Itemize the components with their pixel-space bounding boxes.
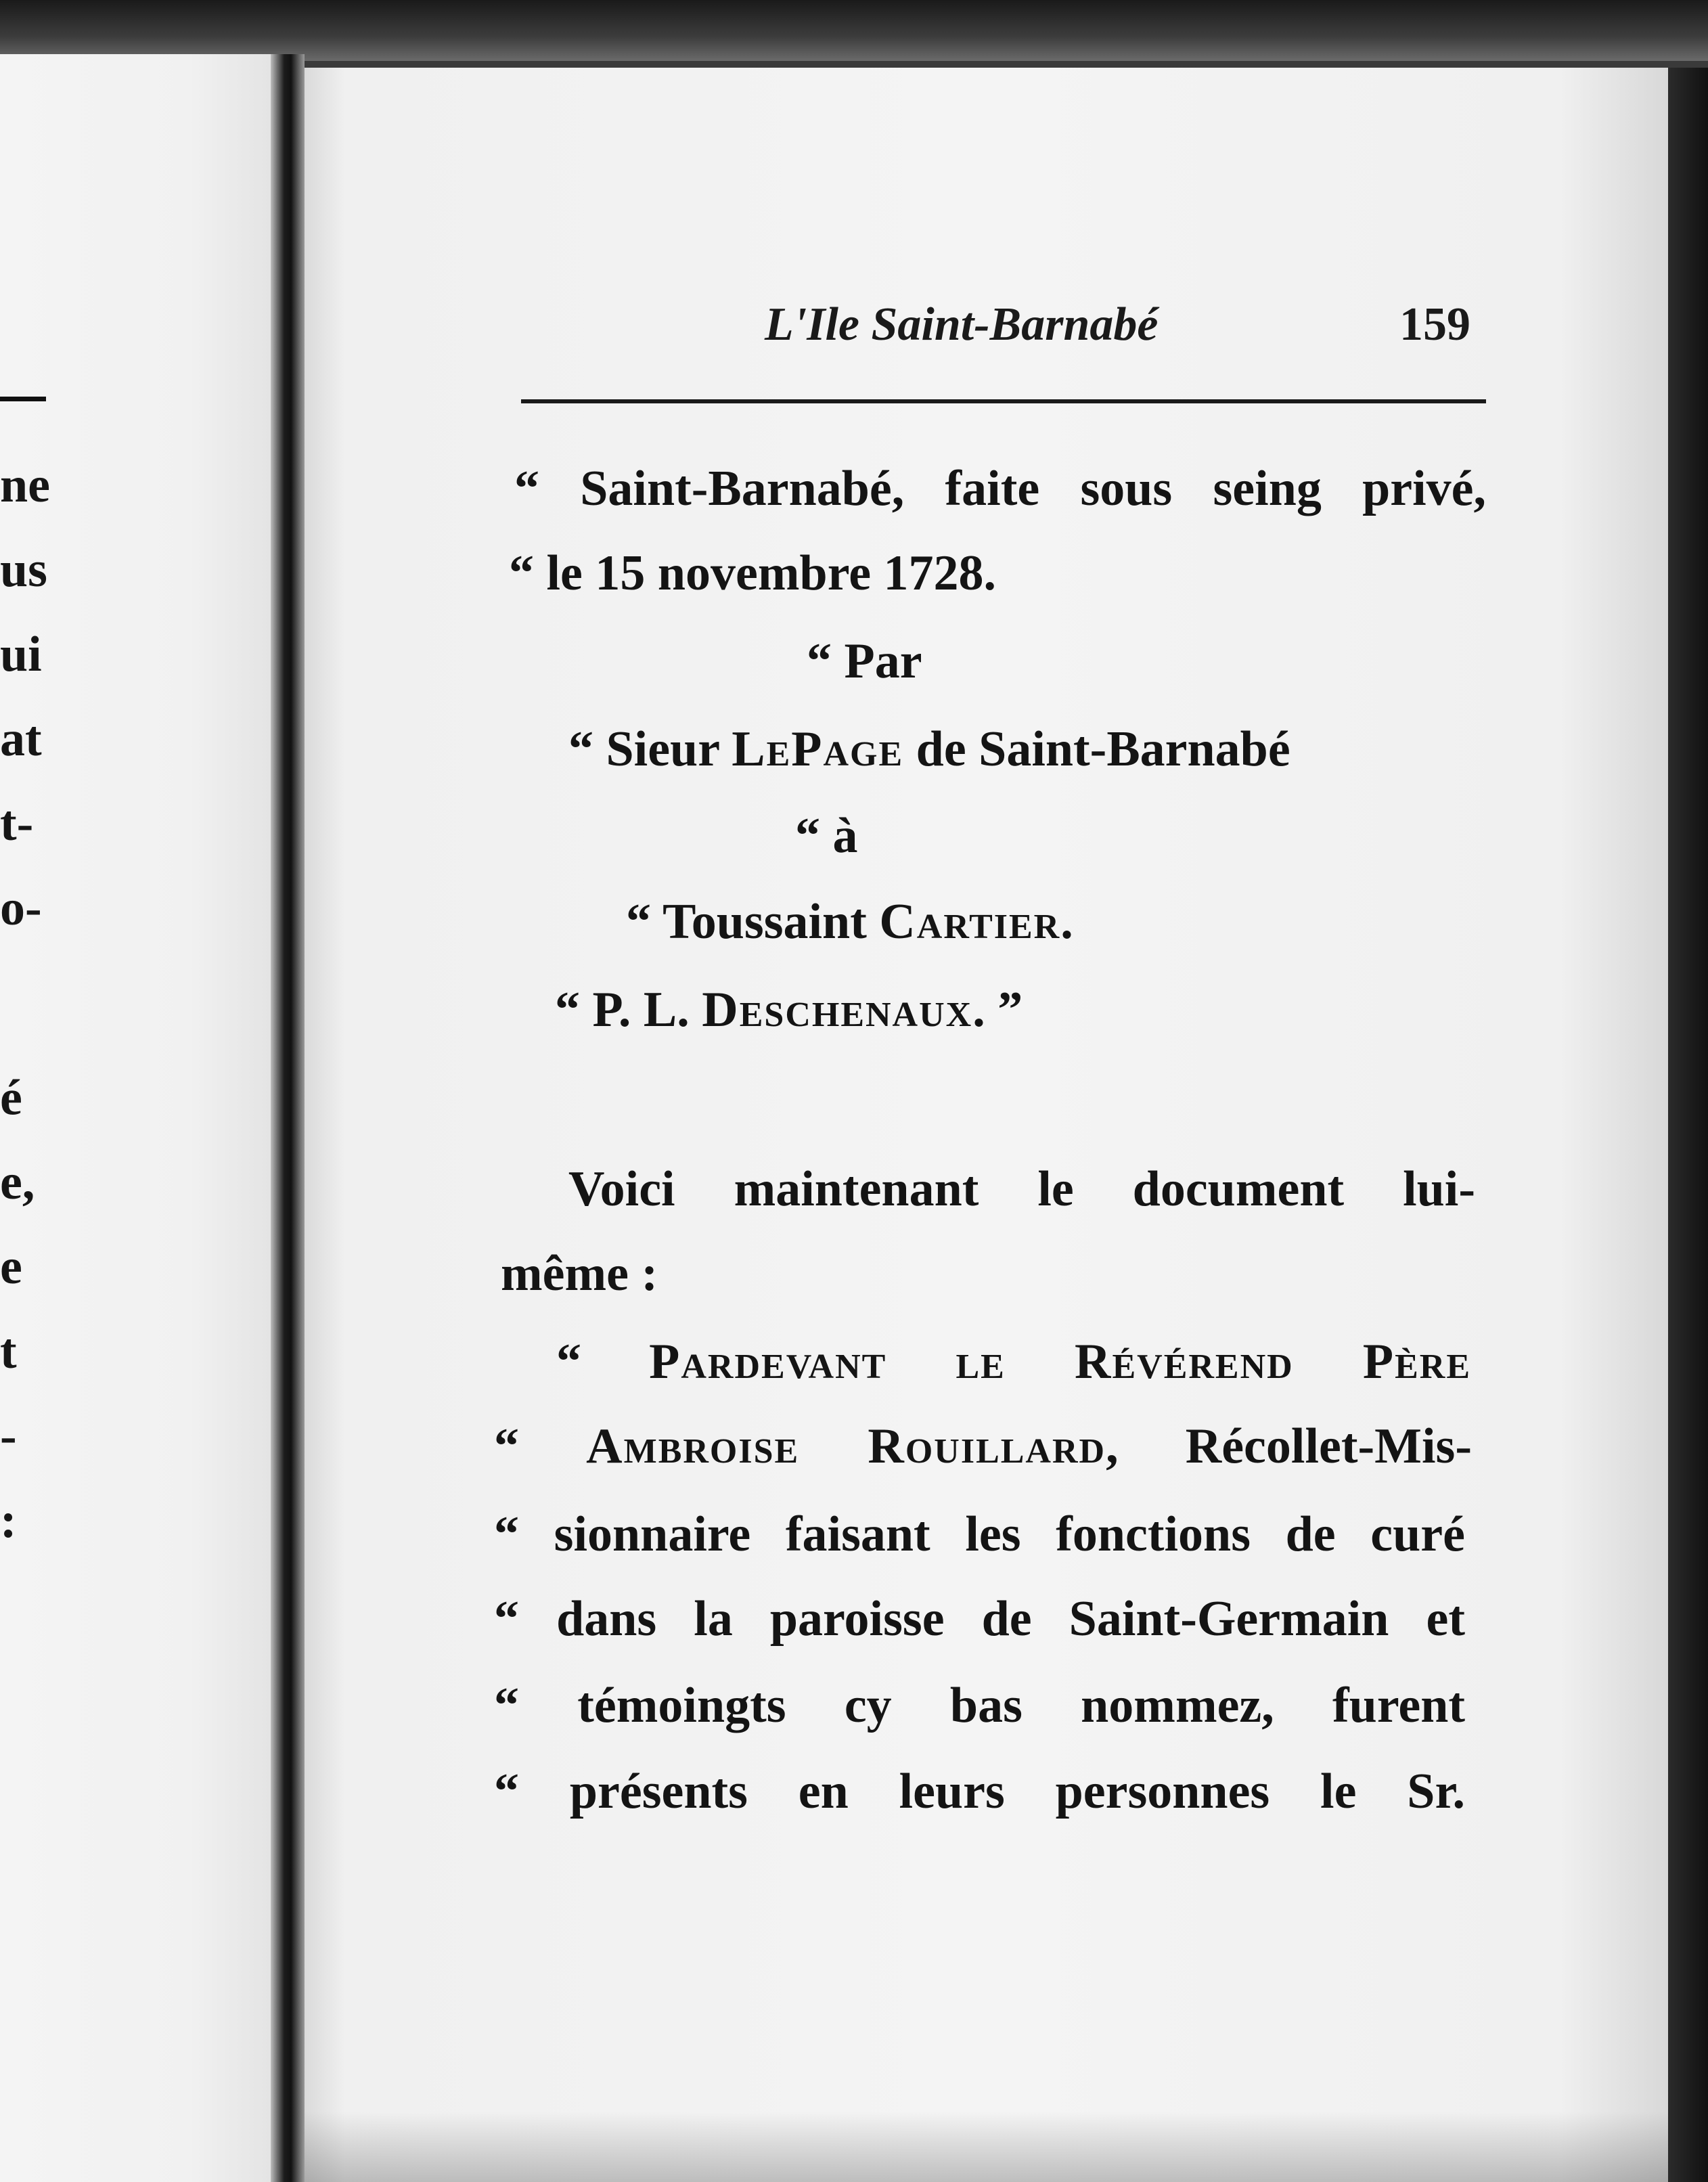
line-text: Par <box>844 633 922 689</box>
text-line <box>555 982 1023 1038</box>
line-text: dans la paroisse de Saint-Germain et <box>556 1591 1465 1647</box>
quote-mark: “ <box>626 894 651 950</box>
right-page <box>305 68 1668 2182</box>
left-fragment: at <box>0 711 42 767</box>
line-text: Toussaint <box>662 894 880 950</box>
small-caps-name: Ambroise Rouillard <box>586 1419 1106 1474</box>
text-line <box>514 461 1487 516</box>
text-line <box>795 808 858 864</box>
book-gutter <box>271 54 305 2182</box>
text-line <box>494 1507 1465 1562</box>
quote-mark: “ <box>568 721 593 777</box>
line-text: même : <box>501 1246 658 1301</box>
text-line <box>494 1591 1465 1647</box>
left-fragment: e, <box>0 1155 35 1210</box>
scan-right-border <box>1668 68 1708 2182</box>
left-fragment: ne <box>0 458 50 513</box>
line-text: Voici maintenant le document lui- <box>568 1161 1475 1217</box>
small-caps-name: Deschenaux <box>702 982 973 1038</box>
line-text: le 15 novembre 1728. <box>546 546 997 601</box>
line-text: Saint-Barnabé, faite sous seing privé, <box>580 461 1487 516</box>
small-caps-name: LePage <box>732 721 904 777</box>
scan-top-border <box>0 0 1708 61</box>
left-fragment: é <box>0 1070 22 1126</box>
text-line <box>494 1680 1465 1731</box>
line-text: P. L. <box>592 982 702 1038</box>
left-fragment: t- <box>0 796 34 851</box>
text-line <box>494 1419 1472 1474</box>
line-text: Sieur <box>606 721 732 777</box>
left-fragment: ui <box>0 627 42 682</box>
quote-mark: “ <box>509 546 534 601</box>
line-text: présents en leurs personnes le Sr. <box>569 1764 1466 1819</box>
left-facing-page <box>0 54 271 2182</box>
page-number: 159 <box>1399 298 1470 351</box>
small-caps-name: Cartier <box>879 894 1061 950</box>
quote-mark: “ <box>514 461 539 516</box>
quote-mark: “ <box>555 982 580 1038</box>
line-text: à <box>832 808 858 864</box>
left-fragment: : <box>0 1493 17 1549</box>
left-fragment: us <box>0 542 47 598</box>
text-line <box>807 633 922 689</box>
text-line <box>556 1334 1471 1389</box>
left-page-rule <box>0 397 46 401</box>
line-text: de Saint-Barnabé <box>903 721 1290 777</box>
text-line <box>568 1161 1475 1217</box>
running-head: L'Ile Saint-Barnabé <box>765 298 1159 351</box>
line-text: . <box>1060 894 1073 950</box>
quote-mark: “ <box>494 1678 519 1733</box>
left-fragment: - <box>0 1408 17 1464</box>
line-text: , Récollet-Mis- <box>1106 1419 1472 1474</box>
left-fragment: o- <box>0 881 42 936</box>
text-line <box>501 1246 658 1301</box>
quote-mark: “ <box>494 1764 519 1819</box>
text-line <box>568 721 1290 777</box>
quote-mark: “ <box>494 1507 519 1562</box>
line-text: témoingts cy bas nommez, furent <box>577 1678 1465 1733</box>
quote-mark: “ <box>795 808 820 864</box>
quote-mark: “ <box>807 633 832 689</box>
page-bottom-shadow <box>305 2112 1668 2182</box>
text-line <box>494 1766 1465 1817</box>
line-text: . ” <box>972 982 1023 1038</box>
line-text: sionnaire faisant les fonctions de curé <box>554 1507 1465 1562</box>
quote-mark: “ <box>556 1334 581 1389</box>
header-rule <box>521 399 1486 403</box>
text-line <box>509 546 997 601</box>
quote-mark: “ <box>494 1591 519 1647</box>
text-line <box>626 894 1073 950</box>
quote-mark: “ <box>494 1419 519 1474</box>
left-fragment: t <box>0 1324 17 1379</box>
small-caps-name: Pardevant le Révérend Père <box>649 1334 1471 1389</box>
left-fragment: e <box>0 1239 22 1295</box>
